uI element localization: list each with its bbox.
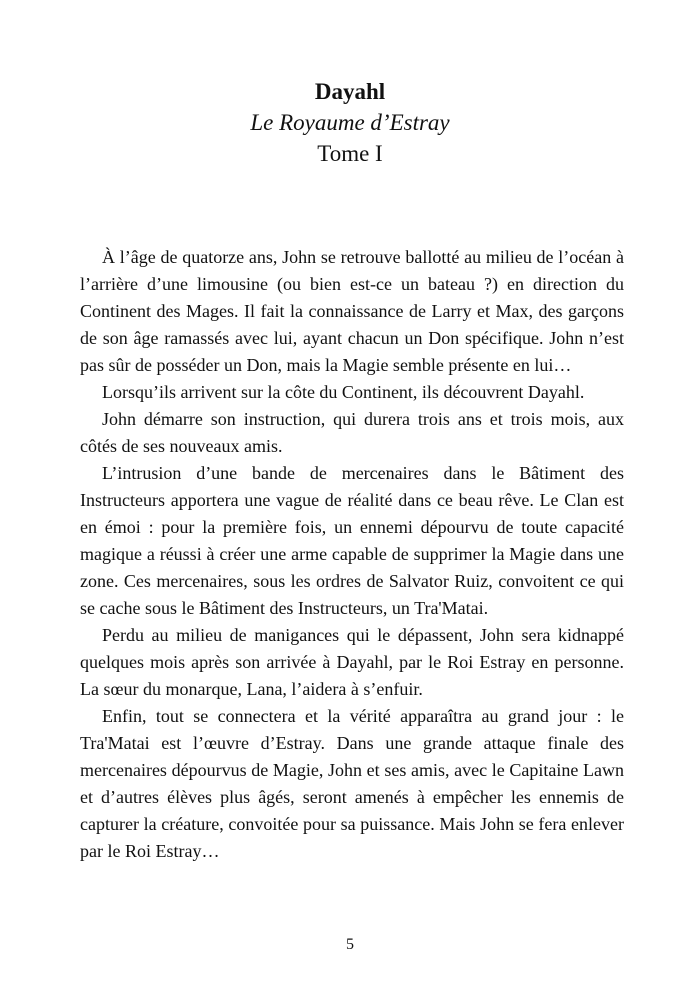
title-block xyxy=(0,76,700,169)
paragraph: L’intrusion d’une bande de mercenaires dans le Bâtiment des Instructeurs apportera une vague de réalité dans ce beau rêve. Le Clan est en émoi : pour la première fois, un ennemi dépourvu de toute capacité magique a réussi à créer une arme capable de supprimer la Magie dans une zone. Ces mercenaires, sous les ordres de Salvator Ruiz, convoitent ce qui se cache sous le Bâtiment des Instructeurs, un Tra'Matai. xyxy=(80,463,624,618)
summary-text xyxy=(80,244,624,865)
book-title: Le Royaume d’Estray xyxy=(250,110,450,135)
volume-title: Tome I xyxy=(317,141,383,166)
paragraph: Perdu au milieu de manigances qui le dépassent, John sera kidnappé quelques mois après son arrivée à Dayahl, par le Roi Estray en personne. La sœur du monarque, Lana, l’aidera à s’enfuir. xyxy=(80,625,624,699)
paragraph: Lorsqu’ils arrivent sur la côte du Continent, ils découvrent Dayahl. xyxy=(102,382,585,402)
page-number: 5 xyxy=(346,936,354,953)
paragraph: À l’âge de quatorze ans, John se retrouve ballotté au milieu de l’océan à l’arrière d’une limousine (ou bien est-ce un bateau ?) en direction du Continent des Mages. Il fait la connaissance de Larry et Max, des garçons de son âge ramassés avec lui, ayant chacun un Don spécifique. John n’est pas sûr de posséder un Don, mais la Magie semble présente en lui… xyxy=(80,247,624,375)
paragraph: John démarre son instruction, qui durera trois ans et trois mois, aux côtés de ses nouveaux amis. xyxy=(80,409,624,456)
paragraph: Enfin, tout se connectera et la vérité apparaîtra au grand jour : le Tra'Matai est l’œuvre d’Estray. Dans une grande attaque finale des mercenaires dépourvus de Magie, John et ses amis, avec le Capitaine Lawn et d’autres élèves plus âgés, seront amenés à empêcher les ennemis de capturer la créature, convoitée pour sa puissance. Mais John se fera enlever par le Roi Estray… xyxy=(80,706,624,861)
series-title: Dayahl xyxy=(314,79,386,104)
